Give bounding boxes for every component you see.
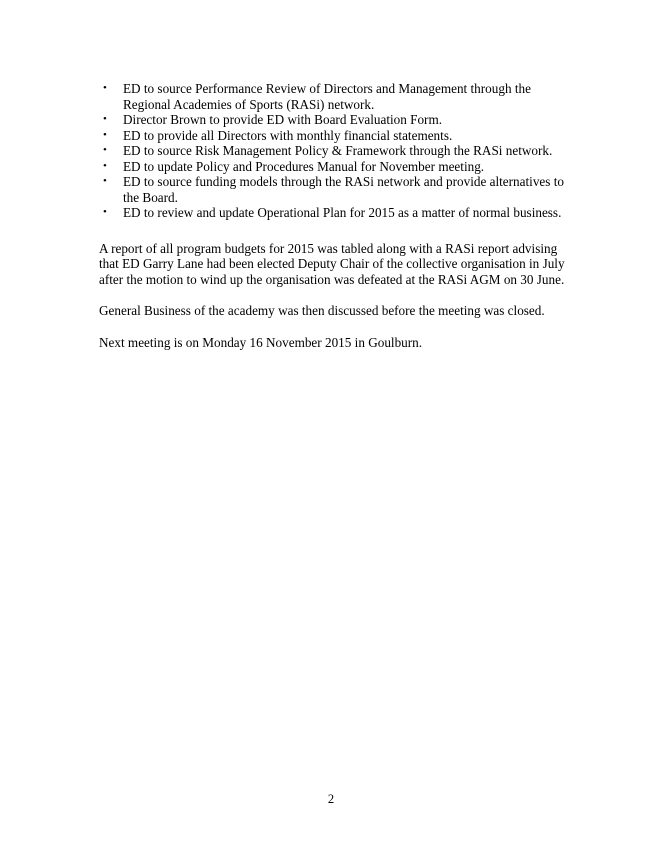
action-item [99, 81, 569, 112]
action-item-text: Director Brown to provide ED with Board Evaluation Form. [123, 112, 443, 127]
budget-report-paragraph: A report of all program budgets for 2015 was tabled along with a RASi report advising that ED Garry Lane had been elected Deputy Chair of the collective organisation in July after the motion to wind up the organisation was defeated at the RASi AGM on 30 June. [99, 240, 565, 287]
bullet-icon: • [103, 82, 107, 94]
general-business-paragraph: General Business of the academy was then discussed before the meeting was closed. [99, 303, 545, 318]
action-item-text: ED to provide all Directors with monthly financial statements. [123, 127, 453, 143]
next-meeting-paragraph: Next meeting is on Monday 16 November 2015 in Goulburn. [99, 334, 423, 350]
action-items-list [99, 81, 569, 221]
action-item [99, 112, 569, 128]
page-number: 2 [327, 792, 335, 806]
action-item-text: ED to source Risk Management Policy & Framework through the RASi network. [123, 143, 553, 158]
action-item [99, 143, 569, 159]
bullet-icon: • [103, 175, 107, 187]
action-item [99, 128, 569, 144]
action-item-text: ED to update Policy and Procedures Manual for November meeting. [123, 158, 485, 174]
bullet-icon: • [103, 128, 107, 141]
action-item-text: ED to review and update Operational Plan for 2015 as a matter of normal business. [123, 205, 562, 220]
action-item [99, 159, 569, 175]
action-item [99, 174, 569, 205]
action-item [99, 205, 569, 221]
bullet-icon: • [103, 113, 107, 125]
bullet-icon: • [103, 144, 107, 156]
page-content [99, 81, 569, 350]
action-item-text: ED to source Performance Review of Directors and Management through the Regional Academies of Sports (RASi) network. [123, 81, 531, 112]
bullet-icon: • [103, 206, 107, 218]
bullet-icon: • [103, 159, 107, 172]
action-item-text: ED to source funding models through the RASi network and provide alternatives to the Board. [123, 174, 564, 205]
